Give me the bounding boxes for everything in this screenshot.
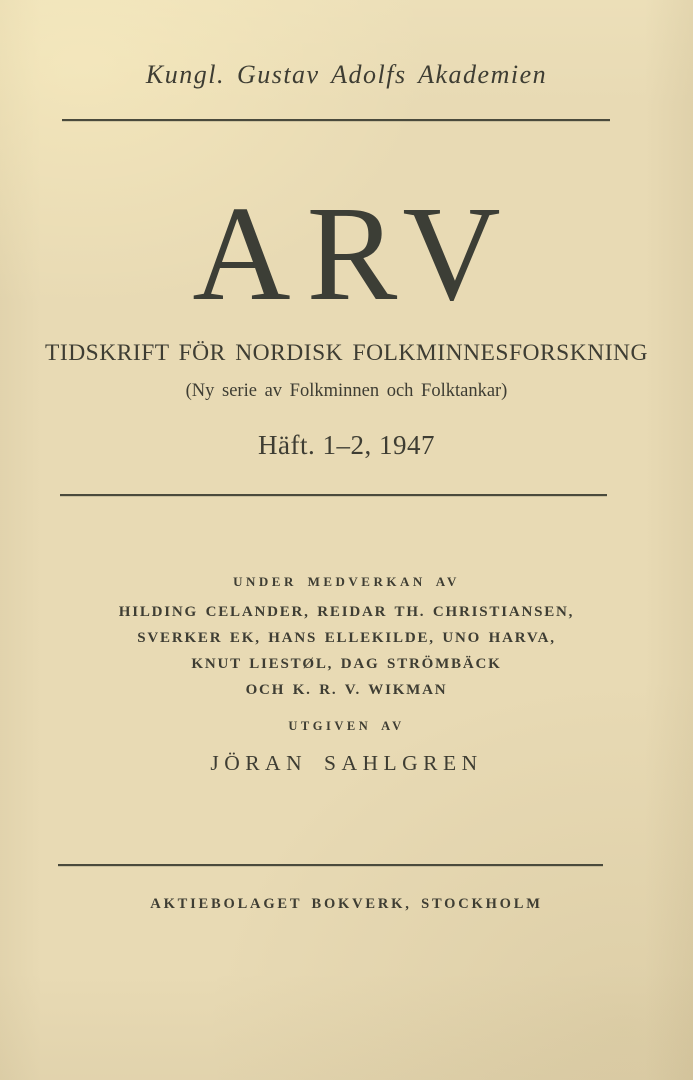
contributors-line: SVERKER EK, HANS ELLEKILDE, UNO HARVA, bbox=[137, 630, 556, 646]
editor-heading: UTGIVEN AV bbox=[288, 719, 405, 733]
series-note: (Ny serie av Folkminnen och Folktankar) bbox=[185, 381, 508, 401]
middle-rule bbox=[60, 494, 607, 496]
contributors-line: OCH K. R. V. WIKMAN bbox=[245, 682, 448, 698]
issue-designation: Häft. 1–2, 1947 bbox=[258, 430, 435, 460]
publisher-imprint: AKTIEBOLAGET BOKVERK, STOCKHOLM bbox=[150, 896, 543, 912]
contributors-line: KNUT LIESTØL, DAG STRÖMBÄCK bbox=[191, 656, 502, 672]
contributors-heading: UNDER MEDVERKAN AV bbox=[233, 574, 460, 589]
contributors-line: HILDING CELANDER, REIDAR TH. CHRISTIANSEN, bbox=[118, 604, 575, 620]
editor-name: JÖRAN SAHLGREN bbox=[210, 751, 483, 775]
top-rule bbox=[62, 119, 610, 121]
journal-title: ARV bbox=[192, 179, 517, 329]
contributors-list bbox=[0, 599, 693, 703]
journal-subtitle: TIDSKRIFT FÖR NORDISK FOLKMINNESFORSKNING bbox=[45, 340, 648, 366]
academy-name: Kungl. Gustav Adolfs Akademien bbox=[145, 60, 548, 89]
bottom-rule bbox=[58, 864, 603, 866]
